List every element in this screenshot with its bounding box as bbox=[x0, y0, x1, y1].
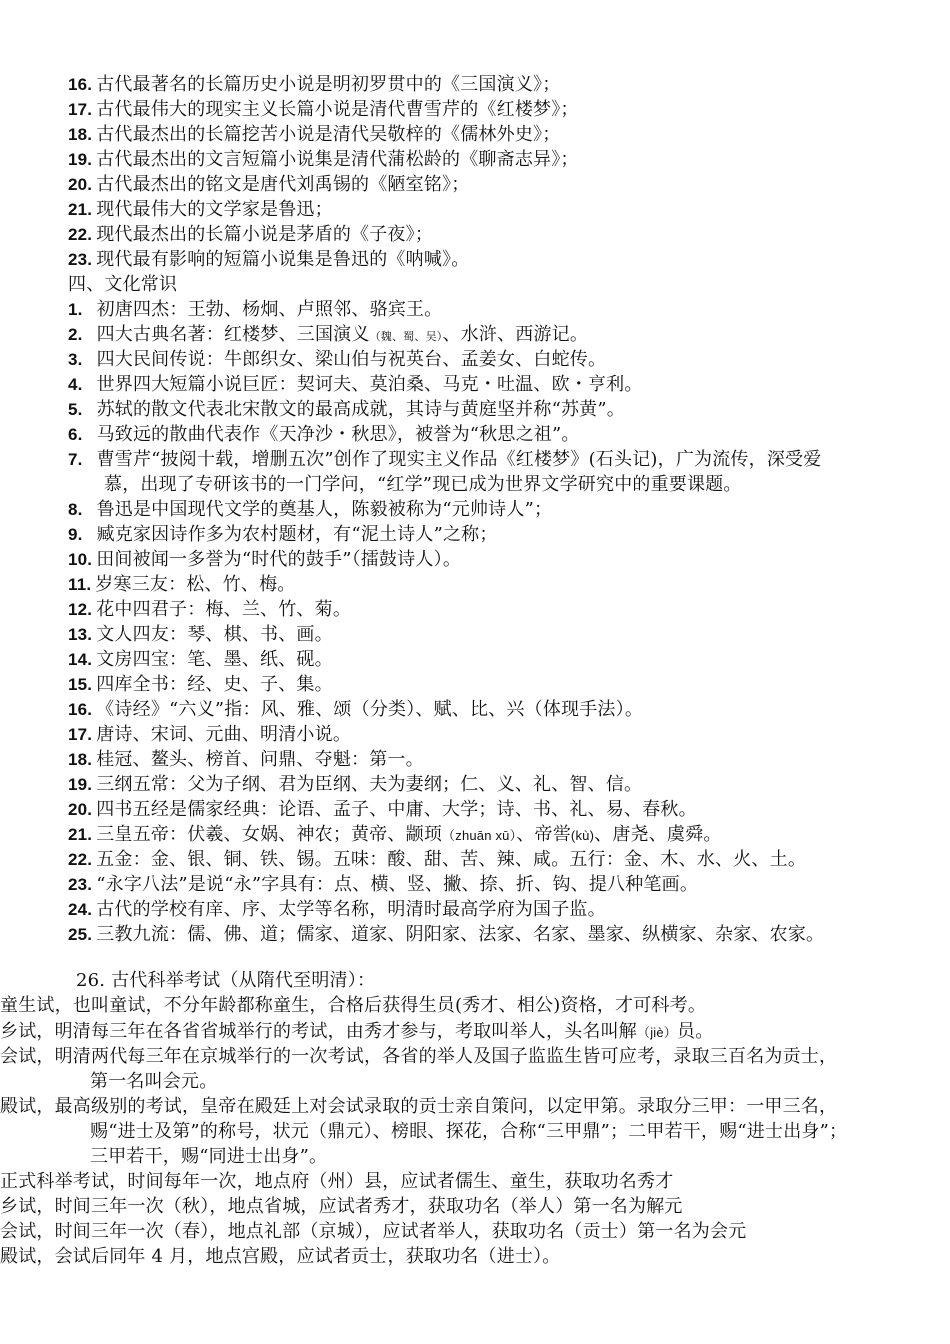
item-text: 三纲五常：父为子纲、君为臣纲、夫为妻纲；仁、义、礼、智、信。 bbox=[96, 774, 643, 795]
item-number: 16. bbox=[68, 700, 93, 719]
item-number: 8. bbox=[68, 500, 83, 519]
item-text: 三皇五帝：伏羲、女娲、神农；黄帝、颛顼 bbox=[96, 824, 443, 845]
item-number: 2. bbox=[68, 325, 83, 344]
item-number: 23. bbox=[68, 875, 93, 894]
item-number: 4. bbox=[68, 375, 83, 394]
item-number: 23. bbox=[68, 250, 93, 269]
item-text: 现代最伟大的文学家是鲁迅； bbox=[96, 199, 333, 220]
item-note: （魏、蜀、吴） bbox=[369, 330, 443, 343]
item-number: 25. bbox=[68, 925, 93, 944]
exam-text-end: 员。 bbox=[677, 1021, 714, 1042]
exam-line-continuation: 赐“进士及第”的称号，状元（鼎元）、榜眼、探花，合称“三甲鼎”；二甲若干，赐“进士出身”； bbox=[90, 1121, 848, 1142]
item-text: 五金：金、银、铜、铁、锡。五味：酸、甜、苦、辣、咸。五行：金、木、水、火、土。 bbox=[96, 849, 807, 870]
item-text: 《诗经》“六义”指：风、雅、颂（分类）、赋、比、兴（体现手法）。 bbox=[96, 699, 644, 720]
item-number: 17. bbox=[68, 100, 93, 119]
list-item-continuation: 慕，出现了专研该书的一门学问，“红学”现已成为世界文学研究中的重要课题。 bbox=[104, 474, 742, 495]
item-text: 岁寒三友：松、竹、梅。 bbox=[95, 574, 296, 595]
exam-heading: 26. 古代科举考试（从隋代至明清）： bbox=[76, 970, 376, 991]
list-item bbox=[68, 223, 433, 247]
list-item bbox=[68, 823, 722, 848]
item-number: 24. bbox=[68, 900, 93, 919]
list-item bbox=[68, 548, 461, 572]
list-item bbox=[68, 73, 560, 97]
list-item bbox=[68, 923, 824, 947]
list-item bbox=[68, 123, 560, 147]
list-item bbox=[68, 148, 579, 172]
item-number: 14. bbox=[68, 650, 93, 669]
list-item bbox=[68, 648, 333, 672]
list-item bbox=[68, 98, 579, 122]
item-number: 21. bbox=[68, 200, 93, 219]
exam-line-continuation: 三甲若干，赐“同进士出身”。 bbox=[90, 1146, 328, 1167]
list-item bbox=[68, 198, 333, 222]
list-item bbox=[68, 798, 697, 822]
item-text-end: 、水浒、西游记。 bbox=[442, 324, 589, 345]
item-text: 四书五经是儒家经典：论语、孟子、中庸、大学；诗、书、礼、易、春秋。 bbox=[96, 799, 697, 820]
list-item bbox=[68, 873, 698, 897]
pinyin-note: (kù) bbox=[570, 828, 595, 843]
item-number: 20. bbox=[68, 800, 93, 819]
exam-line: 殿试，最高级别的考试，皇帝在殿廷上对会试录取的贡士亲自策问，以定甲第。录取分三甲：一甲三名， bbox=[0, 1096, 838, 1117]
item-number: 22. bbox=[68, 225, 93, 244]
item-text: 田间被闻一多誉为“时代的鼓手”（擂鼓诗人）。 bbox=[96, 549, 462, 570]
item-number: 19. bbox=[68, 150, 93, 169]
item-text: 马致远的散曲代表作《天净沙・秋思》，被誉为“秋思之祖”。 bbox=[96, 424, 580, 445]
list-item bbox=[68, 373, 643, 397]
item-text: 四大民间传说：牛郎织女、梁山伯与祝英台、孟姜女、白蛇传。 bbox=[96, 349, 607, 370]
exam-line: 殿试，会试后同年 4 月，地点宫殿，应试者贡士，获取功名（进士）。 bbox=[0, 1246, 561, 1267]
list-item bbox=[68, 348, 606, 372]
list-item bbox=[68, 423, 580, 447]
item-number: 11. bbox=[68, 575, 92, 594]
item-text: 四库全书：经、史、子、集。 bbox=[96, 674, 333, 695]
exam-text: 乡试，明清每三年在各省省城举行的考试，由秀才参与，考取叫举人，头名叫解 bbox=[0, 1021, 637, 1042]
list-item bbox=[68, 773, 642, 797]
item-number: 12. bbox=[68, 600, 93, 619]
list-item bbox=[68, 623, 333, 647]
exam-line: 乡试，时间三年一次（秋），地点省城，应试者秀才，获取功名（举人）第一名为解元 bbox=[0, 1196, 683, 1217]
item-text: 古代的学校有庠、序、太学等名称，明清时最高学府为国子监。 bbox=[96, 899, 606, 920]
item-text: 古代最著名的长篇历史小说是明初罗贯中的《三国演义》； bbox=[96, 74, 561, 95]
item-text: “永字八法”是说“永”字具有：点、横、竖、撇、捺、折、钩、提八种笔画。 bbox=[96, 874, 699, 895]
list-item bbox=[68, 323, 588, 349]
list-item bbox=[68, 398, 625, 422]
item-number: 7. bbox=[68, 450, 83, 469]
item-number: 22. bbox=[68, 850, 93, 869]
item-number: 18. bbox=[68, 125, 93, 144]
item-number: 5. bbox=[68, 400, 83, 419]
item-text: 苏轼的散文代表北宋散文的最高成就，其诗与黄庭坚并称“苏黄”。 bbox=[96, 399, 625, 420]
item-text: 古代最杰出的文言短篇小说集是清代蒲松龄的《聊斋志异》； bbox=[96, 149, 579, 170]
list-item bbox=[68, 698, 643, 722]
item-text: 现代最有影响的短篇小说集是鲁迅的《呐喊》。 bbox=[96, 249, 470, 270]
item-text: 现代最杰出的长篇小说是茅盾的《子夜》； bbox=[96, 224, 434, 245]
item-text: 桂冠、鳌头、榜首、问鼎、夺魁：第一。 bbox=[96, 749, 424, 770]
item-text: 唐诗、宋词、元曲、明清小说。 bbox=[96, 724, 352, 745]
item-number: 3. bbox=[68, 350, 83, 369]
item-number: 10. bbox=[68, 550, 93, 569]
list-item bbox=[68, 598, 351, 622]
item-text: 鲁迅是中国现代文学的奠基人，陈毅被称为“元帅诗人”； bbox=[96, 499, 553, 520]
exam-line: 正式科举考试，时间每年一次，地点府（州）县，应试者儒生、童生，获取功名秀才 bbox=[0, 1171, 674, 1192]
pinyin-note: （zhuān xū） bbox=[442, 828, 517, 843]
item-text: 古代最伟大的现实主义长篇小说是清代曹雪芹的《红楼梦》； bbox=[96, 99, 579, 120]
item-text: 四大古典名著：红楼梦、三国演义 bbox=[96, 324, 370, 345]
item-text: 古代最杰出的长篇挖苦小说是清代吴敬梓的《儒林外史》； bbox=[96, 124, 561, 145]
pinyin-note: （jiè） bbox=[637, 1025, 678, 1040]
list-item bbox=[68, 848, 806, 872]
exam-line bbox=[0, 1020, 713, 1045]
item-number: 17. bbox=[68, 725, 93, 744]
item-text: 古代最杰出的铭文是唐代刘禹锡的《陋室铭》； bbox=[96, 174, 470, 195]
item-number: 21. bbox=[68, 825, 93, 844]
item-text: 花中四君子：梅、兰、竹、菊。 bbox=[96, 599, 352, 620]
exam-line: 会试，时间三年一次（春），地点礼部（京城），应试者举人，获取功名（贡士）第一名为会元 bbox=[0, 1221, 747, 1242]
item-text: 臧克家因诗作多为农村题材，有“泥土诗人”之称； bbox=[96, 524, 498, 545]
item-number: 9. bbox=[68, 525, 83, 544]
exam-line: 会试，明清两代每三年在京城举行的一次考试，各省的举人及国子监监生皆可应考，录取三百名为贡士， bbox=[0, 1046, 838, 1067]
list-item bbox=[68, 573, 296, 597]
item-text: 文房四宝：笔、墨、纸、砚。 bbox=[96, 649, 333, 670]
exam-line-continuation: 第一名叫会元。 bbox=[90, 1071, 218, 1092]
list-item bbox=[68, 723, 351, 747]
item-text: 三教九流：儒、佛、道；儒家、道家、阴阳家、法家、名家、墨家、纵横家、杂家、农家。 bbox=[96, 924, 825, 945]
item-text-end: 、唐尧、虞舜。 bbox=[594, 824, 722, 845]
list-item bbox=[68, 523, 498, 547]
exam-line: 童生试，也叫童试，不分年龄都称童生，合格后获得生员(秀才、相公)资格，才可科考。 bbox=[0, 995, 707, 1016]
item-number: 13. bbox=[68, 625, 93, 644]
item-text: 初唐四杰：王勃、杨炯、卢照邻、骆宾王。 bbox=[96, 299, 443, 320]
item-text: 世界四大短篇小说巨匠：契诃夫、莫泊桑、马克・吐温、欧・亨利。 bbox=[96, 374, 643, 395]
item-text-mid: 、帝喾 bbox=[516, 824, 571, 845]
section-heading: 四、文化常识 bbox=[68, 274, 178, 295]
list-item bbox=[68, 248, 469, 272]
item-text: 曹雪芹“披阅十载，增删五次”创作了现实主义作品《红楼梦》(石头记)，广为流传，深受爱 bbox=[96, 449, 822, 470]
item-number: 19. bbox=[68, 775, 93, 794]
item-number: 20. bbox=[68, 175, 93, 194]
item-text: 文人四友：琴、棋、书、画。 bbox=[96, 624, 333, 645]
item-number: 15. bbox=[68, 675, 93, 694]
item-number: 1. bbox=[68, 300, 83, 319]
list-item bbox=[68, 898, 606, 922]
item-number: 6. bbox=[68, 425, 83, 444]
item-number: 18. bbox=[68, 750, 93, 769]
list-item bbox=[68, 673, 333, 697]
list-item bbox=[68, 173, 469, 197]
list-item bbox=[68, 448, 821, 472]
item-number: 16. bbox=[68, 75, 93, 94]
list-item bbox=[68, 748, 424, 772]
list-item bbox=[68, 298, 442, 322]
list-item bbox=[68, 498, 552, 522]
